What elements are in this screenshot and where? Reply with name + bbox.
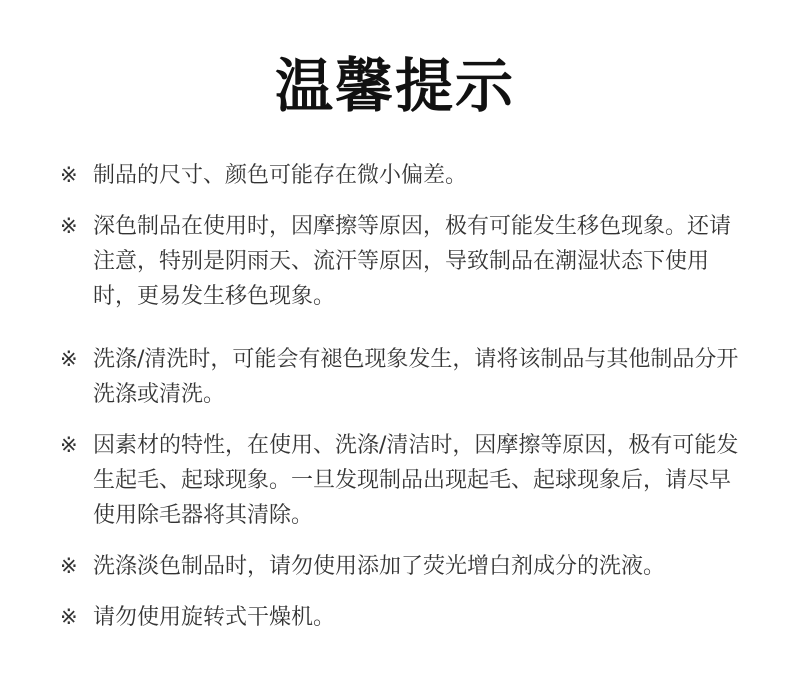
notice-text: 制品的尺寸、颜色可能存在微小偏差。 — [93, 163, 468, 188]
reference-mark-icon: ※ — [60, 347, 78, 371]
notice-text: 因素材的特性，在使用、洗涤/清洁时，因摩擦等原因，极有可能发生起毛、起球现象。一旦发现制品出现起毛、起球现象后，请尽早使用除毛器将其清除。 — [93, 433, 739, 528]
page-title: 温馨提示 — [274, 52, 515, 120]
notice-list — [60, 158, 750, 635]
reference-mark-icon: ※ — [60, 554, 78, 578]
notice-item — [60, 600, 750, 635]
notice-text: 深色制品在使用时，因摩擦等原因，极有可能发生移色现象。还请注意，特别是阴雨天、流汗等原因，导致制品在潮湿状态下使用时，更易发生移色现象。 — [93, 214, 732, 309]
notice-item — [60, 428, 750, 533]
notice-item — [60, 209, 750, 314]
reference-mark-icon: ※ — [60, 214, 78, 238]
notice-item — [60, 158, 750, 193]
notice-text: 洗涤淡色制品时，请勿使用添加了荧光增白剂成分的洗液。 — [93, 554, 666, 579]
notice-text: 请勿使用旋转式干燥机。 — [93, 605, 336, 630]
reference-mark-icon: ※ — [60, 433, 78, 457]
notice-text: 洗涤/清洗时，可能会有褪色现象发生，请将该制品与其他制品分开洗涤或清洗。 — [93, 347, 739, 407]
notice-item — [60, 342, 750, 412]
notice-item — [60, 549, 750, 584]
reference-mark-icon: ※ — [60, 163, 78, 187]
reference-mark-icon: ※ — [60, 605, 78, 629]
